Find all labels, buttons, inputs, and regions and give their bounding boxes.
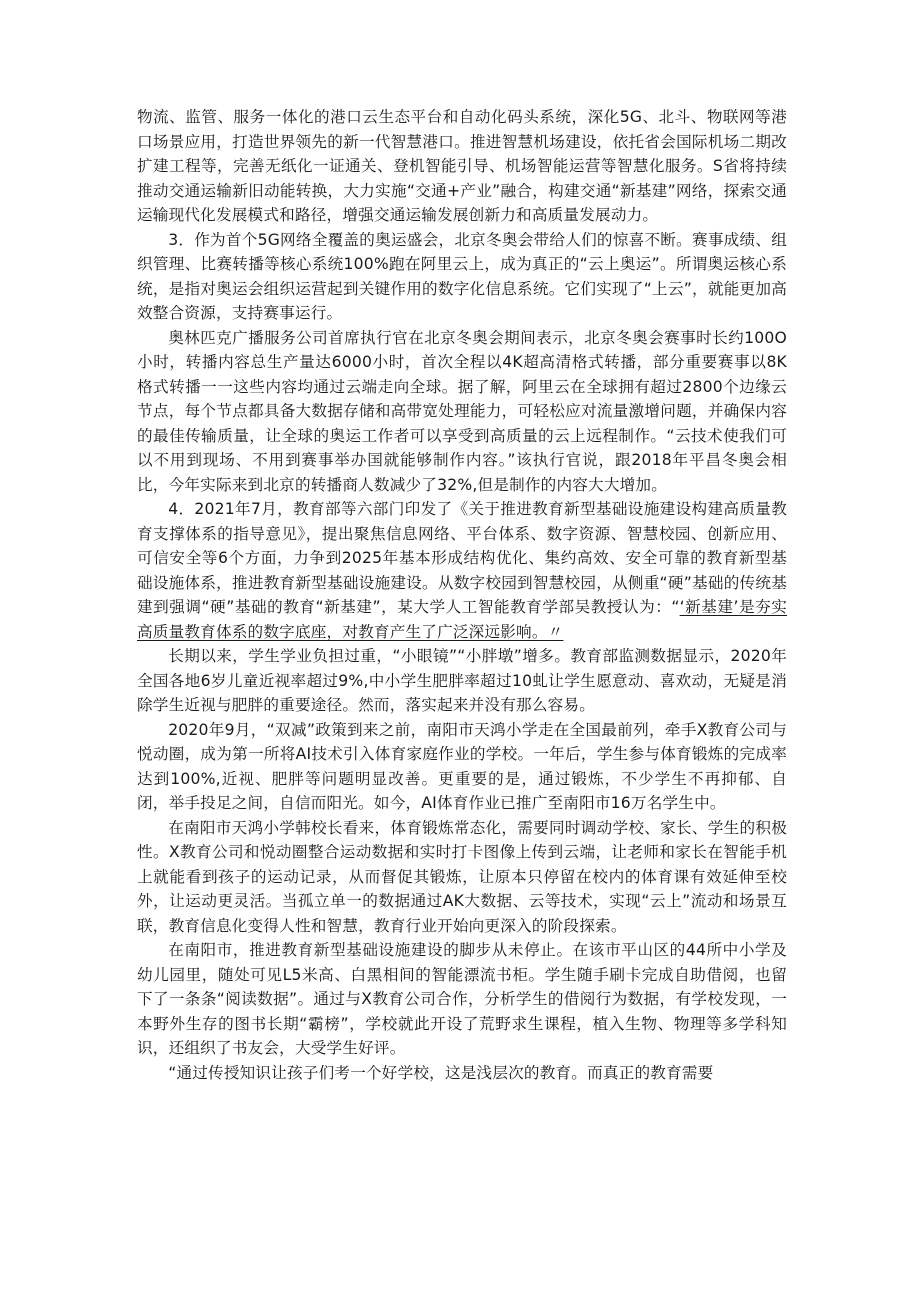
paragraph-8: 在南阳市，推进教育新型基础设施建设的脚步从未停止。在该市平山区的44所中小学及幼儿园里，随处可见L5米高、白黑相间的智能漂流书柜。学生随手刷卡完成自助借阅，也留下了一条条“阅读数据”。通过与X教育公司合作，分析学生的借阅行为数据，有学校发现，一本野外生存的图书长期“霸榜”，学校就此开设了荒野求生课程，植入生物、物理等多学科知识，还组织了书友会，大受学生好评。 xyxy=(137,941,787,1057)
paragraph-7: 在南阳市天鸿小学韩校长看来，体育锻炼常态化，需要同时调动学校、家长、学生的积极性。X教育公司和悦动圈整合运动数据和实时打卡图像上传到云端，让老师和家长在智能手机上就能看到孩子的运动记录，从而督促其锻炼，让原本只停留在校内的体育课有效延伸至校外，让运动更灵活。当孤立单一的数据通过AK大数据、云等技术，实现“云上”流动和场景互联，教育信息化变得人性和智慧，教育行业开始向更深入的阶段探索。 xyxy=(137,818,787,935)
paragraph-6: 2020年9月，“双减”政策到来之前，南阳市天鸿小学走在全国最前列，牵手X教育公司与悦动圈，成为第一所将AI技术引入体育家庭作业的学校。一年后，学生参与体育锻炼的完成率达到100%,近视、肥胖等问题明显改善。更重要的是，通过锻炼，不少学生不再抑郁、自闭，举手投足之间，自信而阳光。如今，AI体育作业已推广至南阳市16万名学生中。 xyxy=(137,720,787,812)
paragraph-9: “通过传授知识让孩子们考一个好学校，这是浅层次的教育。而真正的教育需要 xyxy=(168,1063,714,1082)
paragraph-2: 3．作为首个5G网络全覆盖的奥运盛会，北京冬奥会带给人们的惊喜不断。赛事成绩、组织管理、比赛转播等核心系统100%跑在阿里云上，成为真正的“云上奥运”。所谓奥运核心系统，是指对奥运会组织运营起到关键作用的数字化信息系统。它们实现了“上云”，就能更加高效整合资源，支持赛事运行。 xyxy=(137,230,787,322)
underlined-quote: ‘新基建’是夯实高质量教育体系的数字底座，对教育产生了广泛深远影响。〃 xyxy=(137,598,788,641)
paragraph-4 xyxy=(137,497,787,644)
paragraph-5: 长期以来，学生学业负担过重，“小眼镜”“小胖墩”增多。教育部监测数据显示，2020年全国各地6岁儿童近视率超过9%,中小学生肥胖率超过10虬让学生愿意动、喜欢动，无疑是消除学生近视与肥胖的重要途径。然而，落实起来并没有那么容易。 xyxy=(137,647,787,714)
paragraph-3: 奥林匹克广播服务公司首席执行官在北京冬奥会期间表示，北京冬奥会赛事时长约100O小时，转播内容总生产量达6000小时，首次全程以4K超高清格式转播，部分重要赛事以8K格式转播一一这些内容均通过云端走向全球。据了解，阿里云在全球拥有超过2800个边缘云节点，每个节点都具备大数据存储和高带宽处理能力，可轻松应对流量激增问题，并确保内容的最佳传输质量，让全球的奥运工作者可以享受到高质量的云上远程制作。“云技术使我们可以不用到现场、不用到赛事举办国就能够制作内容。”该执行官说，跟2018年平昌冬奥会相比，今年实际来到北京的转播商人数减少了32%,但是制作的内容大大增加。 xyxy=(137,328,787,494)
paragraph-4-text: 4．2021年7月，教育部等六部门印发了《关于推进教育新型基础设施建设构建高质量教育支撑体系的指导意见》，提出聚焦信息网络、平台体系、数字资源、智慧校园、创新应用、可信安全等6个方面，力争到2025年基本形成结构优化、集约高效、安全可靠的教育新型基础设施体系，推进教育新型基础设施建设。从数字校园到智慧校园，从侧重“硬”基础的传统基建到强调“硬”基础的教育“新基建”，某大学人工智能教育学部吴教授认为：“ xyxy=(137,500,787,616)
paragraph-1: 物流、监管、服务一体化的港口云生态平台和自动化码头系统，深化5G、北斗、物联网等港口场景应用，打造世界领先的新一代智慧港口。推进智慧机场建设，依托省会国际机场二期改扩建工程等，完善无纸化一证通关、登机智能引导、机场智能运营等智慧化服务。S省将持续推动交通运输新旧动能转换，大力实施“交通+产业”融合，构建交通“新基建”网络，探索交通运输现代化发展模式和路径，增强交通运输发展创新力和高质量发展动力。 xyxy=(137,108,787,224)
article-body xyxy=(137,105,787,1085)
